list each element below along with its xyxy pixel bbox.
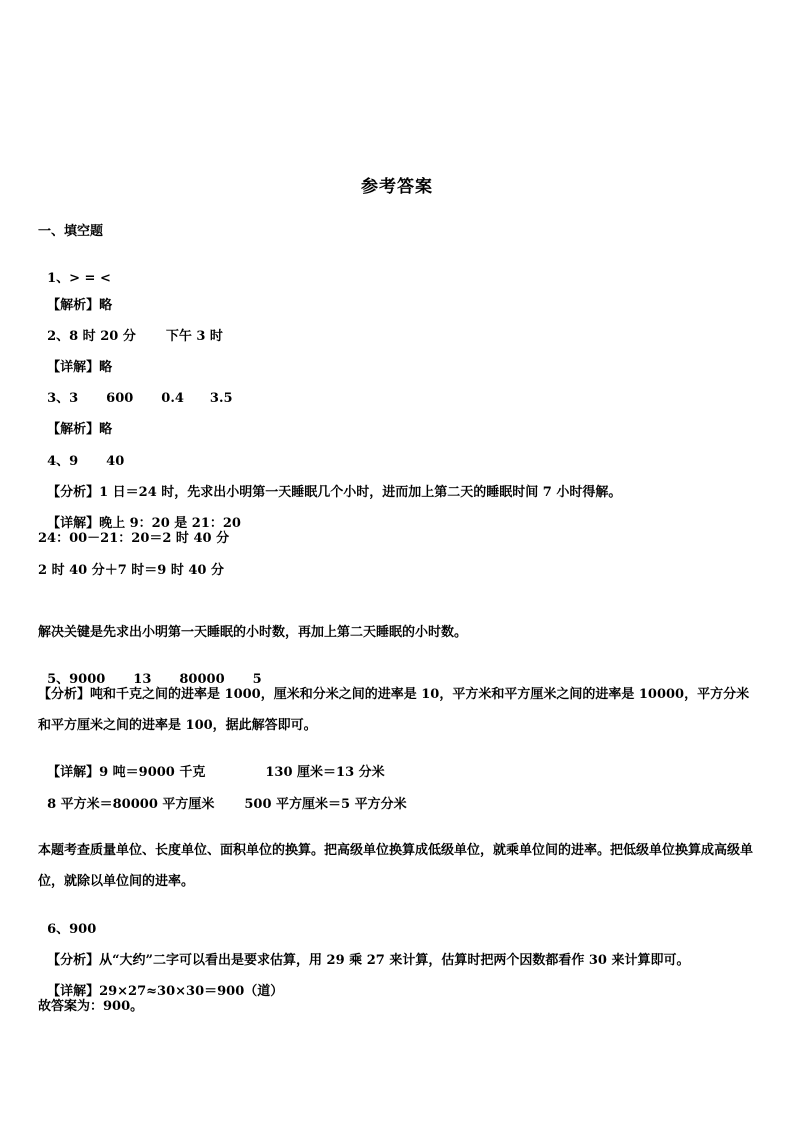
q4-answer-1: 9 — [69, 454, 79, 469]
q2-answer-1: 8 时 20 分 — [69, 329, 136, 344]
q2-answer-line — [38, 313, 223, 345]
q6-answer-line — [38, 906, 96, 938]
q1-number: 1、 — [47, 271, 70, 286]
q5-summary: 本题考查质量单位、长度单位、面积单位的换算。把高级单位换算成低级单位，就乘单位间的进率。把低级单位换算成高级单位，就除以单位间的进率。 — [38, 843, 754, 889]
q6-detail-line — [38, 968, 283, 1000]
q1-answer: > = < — [69, 271, 111, 286]
q2-number: 2、 — [47, 329, 70, 344]
q5-answer-1: 9000 — [69, 672, 106, 687]
q3-number: 3、 — [47, 391, 70, 406]
q3-answer-3: 0.4 — [161, 391, 184, 406]
q3-note-tag: 【解析】 — [47, 422, 100, 437]
q5-detail-2b: 500 平方厘米＝5 平方分米 — [244, 797, 407, 812]
q4-answer-2: 40 — [106, 454, 125, 469]
q6-analysis-line — [38, 937, 689, 969]
q5-detail-line-1 — [38, 749, 385, 781]
q2-answer-2: 下午 3 时 — [165, 329, 223, 344]
q3-answer-line — [38, 375, 233, 407]
q5-detail-1a: 9 吨＝9000 千克 — [99, 765, 206, 780]
q5-detail-2a: 8 平方米＝80000 平方厘米 — [47, 797, 215, 812]
q1-note-line — [38, 282, 112, 314]
q6-answer-1: 900 — [69, 922, 97, 937]
q2-note-tag: 【详解】 — [47, 360, 100, 375]
q4-detail-tag: 【详解】 — [47, 516, 100, 531]
page-title: 参考答案 — [361, 177, 433, 197]
q6-analysis-tag: 【分析】 — [47, 953, 100, 968]
q4-detail-line-3: 2 时 40 分＋7 时＝9 时 40 分 — [38, 563, 224, 578]
q5-analysis-tag: 【分析】 — [38, 687, 91, 702]
q5-analysis-line — [38, 679, 758, 741]
q5-answer-4: 5 — [252, 672, 262, 687]
q6-number: 6、 — [47, 922, 70, 937]
q6-conclusion: 故答案为：900。 — [38, 999, 144, 1014]
q5-number: 5、 — [47, 672, 70, 687]
q4-detail-1: 晚上 9：20 是 21：20 — [99, 516, 241, 531]
q6-detail-tag: 【详解】 — [47, 984, 100, 999]
q3-answer-2: 600 — [106, 391, 134, 406]
q6-detail: 29×27≈30×30＝900（道） — [99, 984, 284, 999]
q5-answer-2: 13 — [133, 672, 152, 687]
q4-analysis-tag: 【分析】 — [47, 485, 100, 500]
q5-detail-line-2 — [38, 781, 407, 813]
q5-detail-1b: 130 厘米＝13 分米 — [265, 765, 385, 780]
q4-answer-line — [38, 438, 124, 470]
q3-note: 略 — [99, 422, 113, 437]
q6-analysis: 从“大约”二字可以看出是要求估算，用 29 乘 27 来计算，估算时把两个因数都看作 30 来计算即可。 — [99, 953, 690, 968]
q4-summary: 解决关键是先求出小明第一天睡眠的小时数，再加上第二天睡眠的小时数。 — [38, 625, 468, 640]
q4-detail-line-2: 24：00－21：20＝2 时 40 分 — [38, 531, 230, 546]
q4-number: 4、 — [47, 454, 70, 469]
q1-note: 略 — [99, 298, 113, 313]
q3-answer-1: 3 — [69, 391, 79, 406]
q4-analysis-line — [38, 469, 621, 501]
q2-note-line — [38, 344, 112, 376]
q4-analysis: 1 日＝24 时，先求出小明第一天睡眠几个小时，进而加上第二天的睡眠时间 7 小时得解。 — [99, 485, 622, 500]
section-heading: 一、填空题 — [38, 224, 104, 239]
q3-note-line — [38, 406, 112, 438]
q3-answer-4: 3.5 — [209, 391, 233, 406]
q1-note-tag: 【解析】 — [47, 298, 100, 313]
q2-note: 略 — [99, 360, 113, 375]
q4-detail-line-1 — [38, 500, 241, 532]
q5-detail-tag: 【详解】 — [47, 765, 100, 780]
q5-answer-3: 80000 — [179, 672, 225, 687]
q5-analysis: 吨和千克之间的进率是 1000，厘米和分米之间的进率是 10，平方米和平方厘米之间的进率是 10000，平方分米和平方厘米之间的进率是 100，据此解答即可。 — [38, 687, 750, 733]
